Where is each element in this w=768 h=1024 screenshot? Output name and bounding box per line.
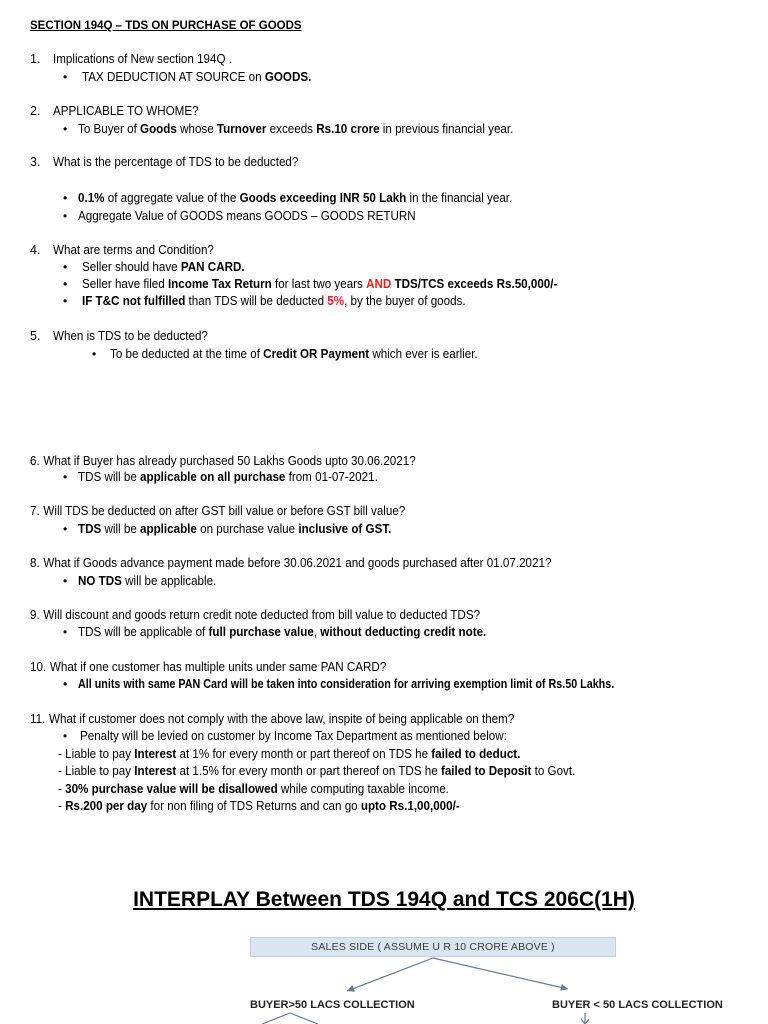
item-8-answer <box>78 573 216 590</box>
text-segment: When is TDS to be deducted? <box>53 329 208 343</box>
connector-down-arrowhead <box>581 1019 589 1024</box>
item-10-answer <box>78 676 614 693</box>
text-segment: failed to deduct. <box>431 747 521 761</box>
item-8-question <box>30 555 551 572</box>
item-4-answer <box>82 259 245 276</box>
text-segment: NO TDS <box>78 574 122 588</box>
bullet-icon: • <box>63 470 68 484</box>
text-segment: Rs.200 per day <box>65 799 148 813</box>
text-segment: - <box>58 782 66 796</box>
bullet-icon: • <box>63 277 68 291</box>
text-segment: Goods exceeding INR 50 Lakh <box>239 191 407 205</box>
bullet-icon: • <box>63 677 68 691</box>
item-4-answer <box>82 293 466 310</box>
text-segment: not fulfilled <box>122 294 186 308</box>
text-segment: on purchase value <box>196 522 299 536</box>
item-number: 9. <box>30 608 40 622</box>
text-segment: TDS will be <box>78 470 141 484</box>
bullet-icon: • <box>63 294 68 308</box>
question-text <box>43 556 551 570</box>
text-segment: Turnover <box>216 122 267 136</box>
item-2-answer <box>78 121 513 138</box>
text-segment: What if Buyer has already purchased 50 Lakhs Goods upto 30.06.2021? <box>43 454 416 468</box>
text-segment: exceeds <box>266 122 317 136</box>
text-segment: to Govt. <box>531 764 576 778</box>
bullet-icon: • <box>63 625 68 639</box>
text-segment: What if one customer has multiple units under same PAN CARD? <box>49 660 387 674</box>
text-segment: Implications of New section 194Q . <box>53 52 232 66</box>
text-segment: inclusive of GST. <box>298 522 392 536</box>
text-segment: PAN CARD. <box>180 260 245 274</box>
item-7-question <box>30 503 405 520</box>
text-segment: at 1% for every month or part thereof on TDS he <box>176 747 432 761</box>
text-segment: TDS will be applicable of <box>78 625 209 639</box>
text-segment: All units with same PAN Card will be taken into consideration for arriving exemption limit of Rs.50 Lakhs. <box>78 677 615 691</box>
text-segment: 30% purchase value will be disallowed <box>65 782 278 796</box>
bullet-icon: • <box>63 191 68 205</box>
text-segment: full purchase value <box>208 625 314 639</box>
text-segment: , by the buyer of goods. <box>344 294 466 308</box>
text-segment: Rs.10 crore <box>316 122 380 136</box>
text-segment: for last two years <box>271 277 367 291</box>
item-7-answer <box>78 521 391 538</box>
text-segment: while computing taxable income. <box>277 782 449 796</box>
penalty-line <box>58 798 460 815</box>
text-segment: Interest <box>134 747 177 761</box>
item-9-answer <box>78 624 486 641</box>
connector-branch-right <box>290 1013 318 1024</box>
sales-side-box: SALES SIDE ( ASSUME U R 10 CRORE ABOVE ) <box>250 937 616 957</box>
penalty-line <box>58 763 575 780</box>
text-segment: TDS <box>78 522 102 536</box>
item-3-answer <box>78 208 416 225</box>
text-segment: IF T&C <box>82 294 123 308</box>
item-3-question <box>53 154 298 171</box>
question-text <box>49 712 514 726</box>
text-segment: Aggregate Value of GOODS means GOODS – GOODS RETURN <box>78 209 416 223</box>
question-text <box>43 504 405 518</box>
text-segment: 5% <box>327 294 345 308</box>
text-segment: applicable on all purchase <box>140 470 286 484</box>
item-1-question <box>53 51 232 68</box>
text-segment: What if Goods advance payment made before 30.06.2021 and goods purchased after 01.07.2021? <box>43 556 552 570</box>
text-segment: What is the percentage of TDS to be deducted? <box>53 155 299 169</box>
penalty-line <box>58 781 449 798</box>
interplay-heading: INTERPLAY Between TDS 194Q and TCS 206C(1H) <box>133 888 635 911</box>
text-segment: failed to Deposit <box>440 764 532 778</box>
item-number: 8. <box>30 556 40 570</box>
connector-left-arrow <box>347 958 433 991</box>
item-number: 11. <box>30 712 46 726</box>
item-6-answer <box>78 469 378 486</box>
connector-branch-left <box>262 1013 290 1024</box>
bullet-icon: • <box>63 522 68 536</box>
text-segment: , <box>313 625 321 639</box>
text-segment: Goods <box>140 122 177 136</box>
item-2-question <box>53 103 199 120</box>
item-9-question <box>30 607 480 624</box>
text-segment: Credit OR Payment <box>263 347 370 361</box>
text-segment: Income Tax Return <box>167 277 272 291</box>
item-4-question <box>53 242 214 259</box>
text-segment: than TDS will be deducted <box>185 294 328 308</box>
text-segment: Will TDS be deducted on after GST bill value or before GST bill value? <box>43 504 406 518</box>
text-segment: Seller have filed <box>82 277 168 291</box>
text-segment: Interest <box>134 764 177 778</box>
text-segment: APPLICABLE TO WHOME? <box>53 104 199 118</box>
bullet-icon: • <box>63 574 68 588</box>
text-segment: without deducting credit note. <box>320 625 487 639</box>
item-number: 10. <box>30 660 47 674</box>
question-text <box>43 454 415 468</box>
text-segment: TDS/TCS exceeds Rs.50,000/- <box>394 277 558 291</box>
text-segment: - <box>58 799 66 813</box>
text-segment: GOODS. <box>264 70 312 84</box>
bullet-icon: • <box>63 729 68 743</box>
bullet-icon: • <box>63 122 68 136</box>
text-segment: for non filing of TDS Returns and can go <box>147 799 361 813</box>
item-number: 1. <box>30 52 41 66</box>
text-segment: TAX DEDUCTION AT SOURCE on <box>82 70 265 84</box>
text-segment: upto Rs.1,00,000/- <box>360 799 460 813</box>
item-number: 6. <box>30 454 40 468</box>
text-segment: which ever is earlier. <box>369 347 478 361</box>
question-text <box>50 660 386 674</box>
text-segment: will be applicable. <box>121 574 217 588</box>
text-segment: What are terms and Condition? <box>53 243 214 257</box>
text-segment: Seller should have <box>82 260 181 274</box>
text-segment: AND <box>366 277 392 291</box>
item-11-answer <box>80 728 507 745</box>
item-1-answer <box>82 69 311 86</box>
item-3-answer <box>78 190 512 207</box>
page-title: SECTION 194Q – TDS ON PURCHASE OF GOODS <box>30 20 302 32</box>
item-10-question <box>30 659 386 676</box>
buyer-below-50-lacs-label: BUYER < 50 LACS COLLECTION <box>552 999 723 1011</box>
item-number: 4. <box>30 243 41 257</box>
connector-right-arrow <box>433 958 568 989</box>
item-4-answer <box>82 276 557 293</box>
text-segment: Penalty will be levied on customer by Income Tax Department as mentioned below: <box>80 729 507 743</box>
text-segment: whose <box>176 122 217 136</box>
penalty-line <box>58 746 520 763</box>
item-5-answer <box>110 346 478 363</box>
item-number: 3. <box>30 155 41 169</box>
bullet-icon: • <box>63 260 68 274</box>
item-number: 7. <box>30 504 40 518</box>
buyer-above-50-lacs-label: BUYER>50 LACS COLLECTION <box>250 999 415 1011</box>
text-segment: - Liable to pay <box>58 747 135 761</box>
text-segment: - Liable to pay <box>58 764 135 778</box>
bullet-icon: • <box>92 347 97 361</box>
item-number: 5. <box>30 329 41 343</box>
text-segment: Will discount and goods return credit note deducted from bill value to deducted TDS? <box>43 608 481 622</box>
text-segment: in the financial year. <box>406 191 513 205</box>
text-segment: 0.1% <box>78 191 105 205</box>
text-segment: in previous financial year. <box>379 122 514 136</box>
item-5-question <box>53 328 208 345</box>
bullet-icon: • <box>63 209 68 223</box>
text-segment: will be <box>101 522 141 536</box>
item-11-question <box>30 711 514 728</box>
item-6-question <box>30 453 416 470</box>
text-segment: at 1.5% for every month or part thereof on TDS he <box>176 764 441 778</box>
text-segment: applicable <box>140 522 197 536</box>
text-segment: from 01-07-2021. <box>285 470 378 484</box>
question-text <box>43 608 480 622</box>
item-number: 2. <box>30 104 41 118</box>
text-segment: To be deducted at the time of <box>110 347 264 361</box>
text-segment: What if customer does not comply with the above law, inspite of being applicable on them? <box>49 712 515 726</box>
bullet-icon: • <box>63 70 68 84</box>
text-segment: To Buyer of <box>78 122 141 136</box>
text-segment: of aggregate value of the <box>104 191 240 205</box>
